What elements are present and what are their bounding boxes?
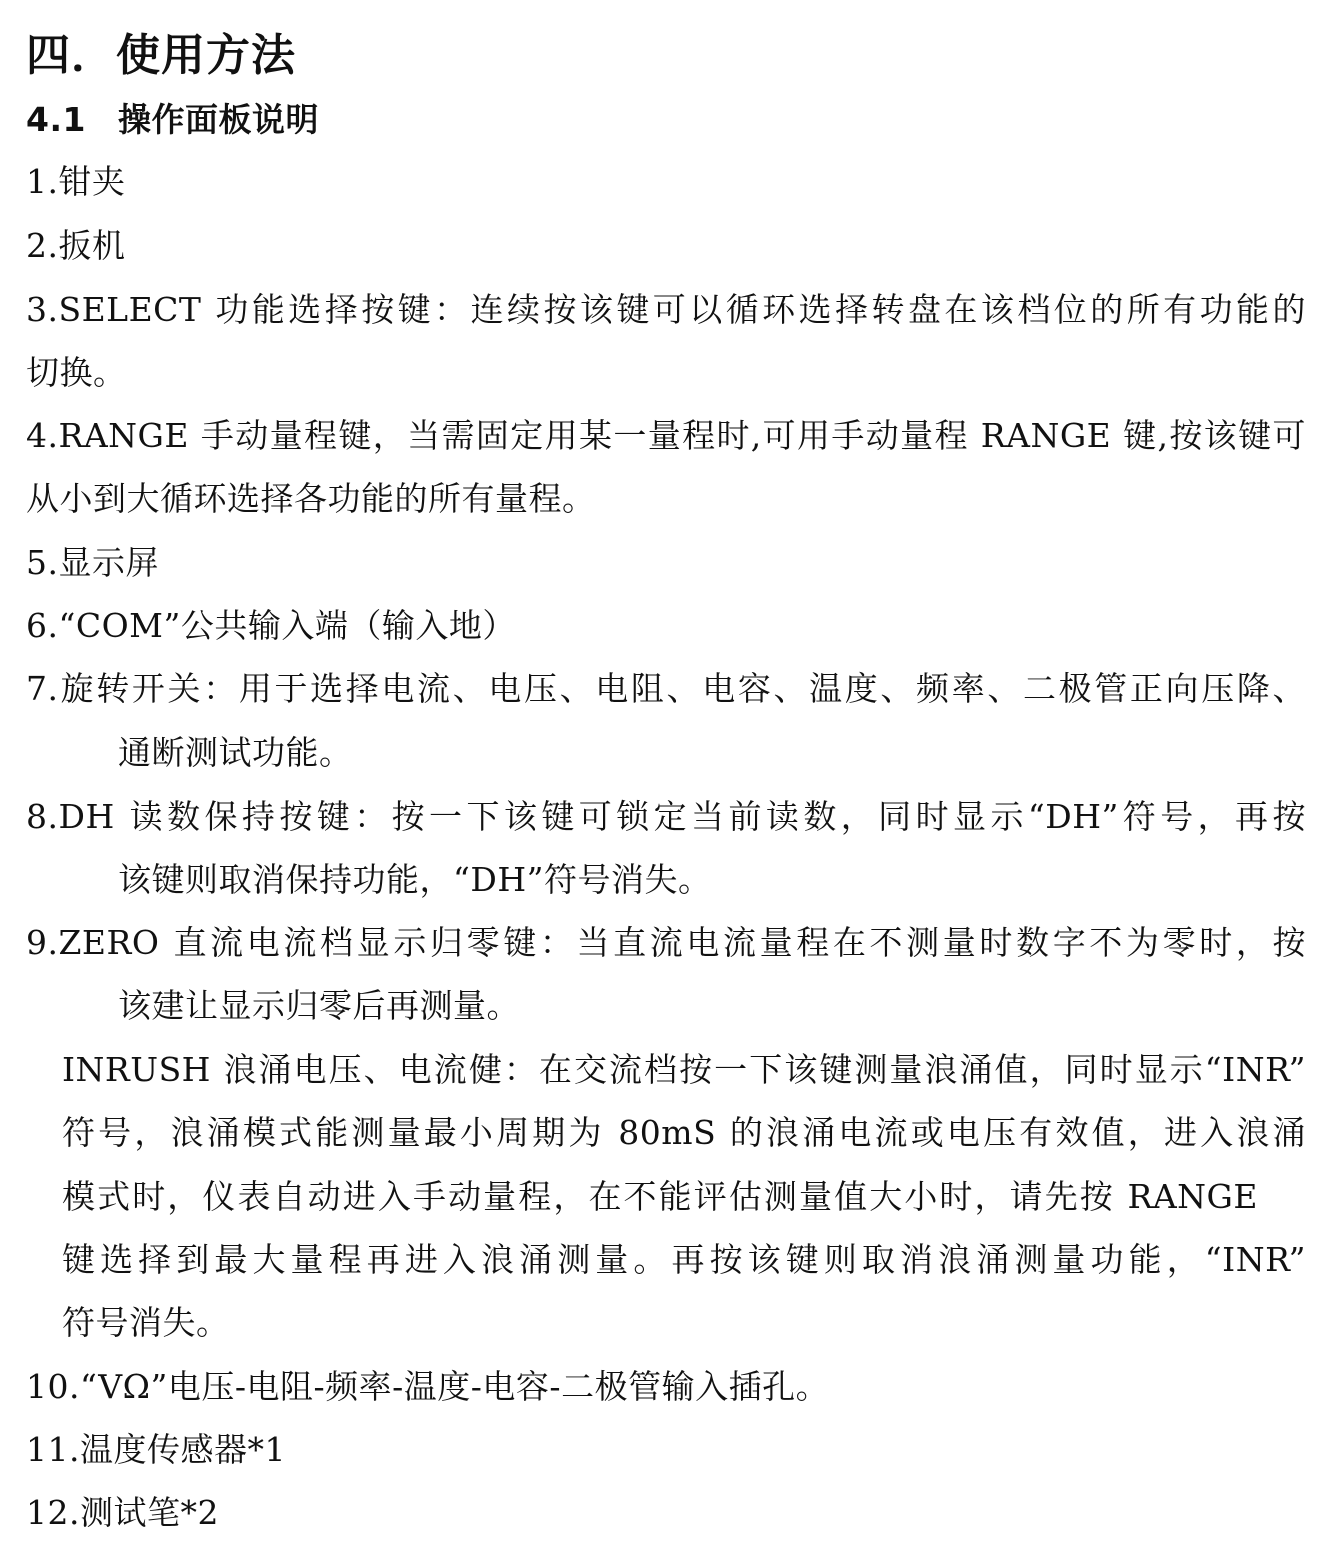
item-rotary-switch-line2: 通断测试功能。	[118, 733, 353, 772]
item-display: 5.显示屏	[26, 543, 159, 582]
section-heading	[26, 100, 1306, 140]
item-inrush-line1: INRUSH 浪涌电压、电流健：在交流档按一下该键测量浪涌值，同时显示“INR”	[62, 1050, 1306, 1089]
item-inrush-line3: 模式时，仪表自动进入手动量程，在不能评估测量值大小时，请先按 RANGE	[62, 1177, 1258, 1216]
item-select-key-line1: 3.SELECT 功能选择按键：连续按该键可以循环选择转盘在该档位的所有功能的	[26, 290, 1306, 329]
item-dh-key-line1: 8.DH 读数保持按键：按一下该键可锁定当前读数，同时显示“DH”符号，再按	[26, 797, 1306, 836]
item-com-input: 6.“COM”公共输入端（输入地）	[26, 606, 516, 645]
section-number: 4.1	[26, 100, 86, 139]
item-dh-key-line2: 该键则取消保持功能，“DH”符号消失。	[118, 860, 712, 899]
item-select-key-line2: 切换。	[26, 353, 127, 392]
item-range-key-line2: 从小到大循环选择各功能的所有量程。	[26, 479, 596, 518]
item-temp-sensor: 11.温度传感器*1	[26, 1430, 286, 1469]
item-inrush-line4: 键选择到最大量程再进入浪涌测量。再按该键则取消浪涌测量功能，“INR”	[62, 1240, 1306, 1279]
item-zero-key-line1: 9.ZERO 直流电流档显示归零键：当直流电流量程在不测量时数字不为零时，按	[26, 923, 1306, 962]
section-title: 操作面板说明	[118, 100, 319, 139]
item-v-ohm-input: 10.“VΩ”电压-电阻-频率-温度-电容-二极管输入插孔。	[26, 1367, 830, 1406]
item-range-key-line1: 4.RANGE 手动量程键，当需固定用某一量程时,可用手动量程 RANGE 键,按该键可	[26, 416, 1306, 455]
item-inrush-line2: 符号，浪涌模式能测量最小周期为 80mS 的浪涌电流或电压有效值，进入浪涌	[62, 1113, 1306, 1152]
item-test-leads: 12.测试笔*2	[26, 1493, 219, 1532]
item-inrush-line5: 符号消失。	[62, 1303, 230, 1342]
item-zero-key-line2: 该建让显示归零后再测量。	[118, 986, 520, 1025]
item-rotary-switch-line1: 7.旋转开关：用于选择电流、电压、电阻、电容、温度、频率、二极管正向压降、	[26, 669, 1306, 708]
item-trigger: 2.扳机	[26, 226, 126, 265]
item-clamp: 1.钳夹	[26, 162, 126, 201]
page-title: 四．使用方法	[26, 30, 296, 81]
